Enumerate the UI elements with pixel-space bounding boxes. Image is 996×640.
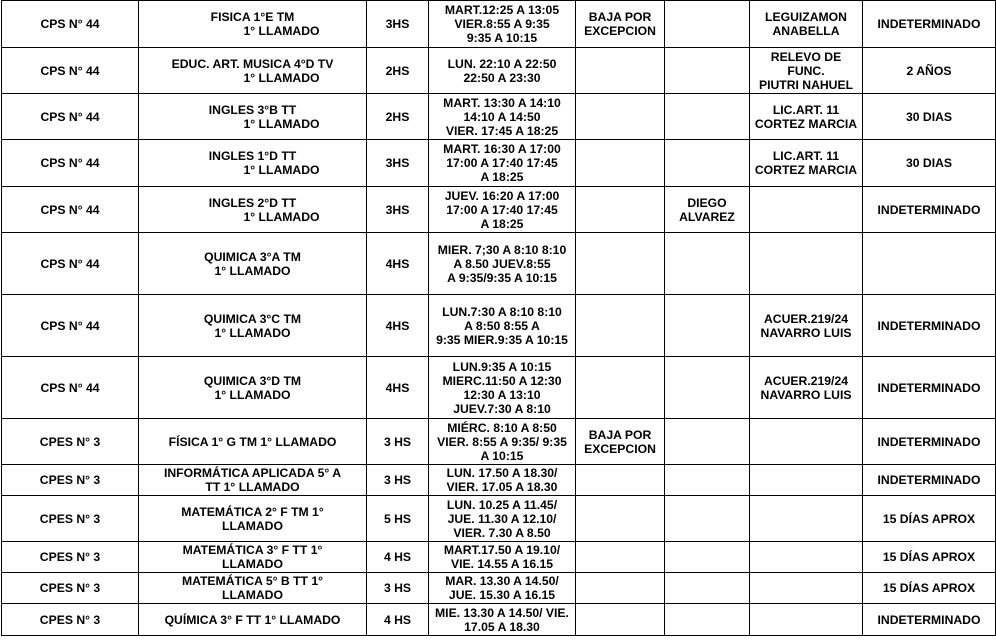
hours-cell: 3 HS [367, 419, 429, 465]
substitute-cell-line: DIEGO [687, 195, 727, 210]
hours-cell: 5 HS [367, 496, 429, 542]
reason-cell-line: EXCEPCION [584, 441, 656, 456]
subject-cell-line: LLAMADO [222, 588, 283, 602]
duration-cell: INDETERMINADO [863, 357, 996, 419]
subject-cell-line: 1° LLAMADO [214, 325, 291, 340]
reason-cell-line: EXCEPCION [584, 24, 656, 38]
school-cell: CPES N° 3 [2, 419, 139, 465]
schedule-cell-line: MART.12:25 A 13:05 [444, 3, 560, 17]
table-row [2, 48, 996, 94]
substitute-cell-line: ALVAREZ [679, 209, 735, 224]
school-cell: CPS N° 44 [2, 187, 139, 233]
duration-cell: 2 AÑOS [863, 48, 996, 94]
reason-cell [576, 419, 665, 465]
schedule-cell-line: 22:50 A 23:30 [463, 70, 541, 85]
subject-cell [139, 573, 367, 604]
schedule-cell [429, 48, 576, 94]
substitute-cell [665, 48, 750, 94]
substitute-cell [665, 542, 750, 573]
holder-cell-line: RELEVO DE [770, 49, 842, 64]
schedule-cell [429, 233, 576, 295]
vacancies-table [1, 0, 996, 636]
hours-cell: 2HS [367, 94, 429, 140]
schedule-cell [429, 94, 576, 140]
reason-cell [576, 542, 665, 573]
reason-cell [576, 496, 665, 542]
subject-cell [139, 48, 367, 94]
table-row [2, 295, 996, 357]
duration-cell: INDETERMINADO [863, 187, 996, 233]
subject-cell-line: INGLES 2°D TT [208, 195, 297, 210]
subject-cell-line: 1° LLAMADO [243, 209, 320, 224]
subject-cell-line: QUIMICA 3°C TM [203, 311, 302, 326]
reason-cell [576, 295, 665, 357]
subject-cell-line: 1° LLAMADO [243, 70, 320, 85]
subject-cell-line: FÍSICA 1° G TM 1° LLAMADO [168, 434, 337, 449]
schedule-cell-line: VIER.8:55 A 9:35 [454, 17, 550, 31]
table-row [2, 573, 996, 604]
holder-cell [750, 542, 863, 573]
holder-cell-line: CORTEZ MARCIA [754, 163, 858, 177]
hours-cell: 4HS [367, 357, 429, 419]
school-cell: CPES N° 3 [2, 542, 139, 573]
subject-cell [139, 94, 367, 140]
school-cell: CPS N° 44 [2, 140, 139, 187]
holder-cell [750, 48, 863, 94]
schedule-cell-line: MAR. 13.30 A 14.50/ [445, 574, 559, 588]
hours-cell: 3 HS [367, 573, 429, 604]
schedule-cell [429, 419, 576, 465]
subject-cell-line: 1° LLAMADO [243, 116, 320, 131]
reason-cell-line: BAJA POR [588, 427, 652, 442]
schedule-cell-line: JUE. 15.30 A 16.15 [448, 588, 556, 602]
subject-cell [139, 233, 367, 295]
schedule-cell-line: MART.17.50 A 19.10/ [443, 543, 561, 557]
substitute-cell [665, 419, 750, 465]
schedule-cell-line: A 10:15 [480, 448, 524, 463]
school-cell: CPS N° 44 [2, 295, 139, 357]
subject-cell-line: QUIMICA 3°D TM [203, 373, 302, 388]
schedule-cell-line: A 18:25 [480, 216, 524, 231]
school-cell: CPS N° 44 [2, 94, 139, 140]
schedule-cell-line: VIER. 17.05 A 18.30 [446, 480, 558, 494]
schedule-cell [429, 465, 576, 496]
holder-cell [750, 496, 863, 542]
reason-cell [576, 465, 665, 496]
schedule-cell-line: A 8:50 8:55 A [464, 318, 540, 333]
subject-cell-line: QUIMICA 3°A TM [204, 249, 301, 264]
schedule-cell-line: JUE. 11.30 A 12.10/ [447, 511, 557, 526]
table-row [2, 187, 996, 233]
holder-cell-line: LIC.ART. 11 [772, 149, 840, 163]
schedule-cell-line: LUN.9:35 A 10:15 [452, 359, 552, 374]
school-cell: CPES N° 3 [2, 604, 139, 636]
reason-cell [576, 357, 665, 419]
hours-cell: 2HS [367, 48, 429, 94]
holder-cell [750, 419, 863, 465]
school-cell: CPES N° 3 [2, 573, 139, 604]
subject-cell-line: MATEMÁTICA 5° B TT 1° [181, 574, 324, 588]
table-row [2, 357, 996, 419]
subject-cell [139, 542, 367, 573]
duration-cell: 30 DIAS [863, 140, 996, 187]
table-row [2, 604, 996, 636]
subject-cell-line: QUÍMICA 3° F TT 1° LLAMADO [164, 612, 341, 627]
schedule-cell-line: 9:35 MIER.9:35 A 10:15 [436, 332, 568, 347]
holder-cell [750, 573, 863, 604]
schedule-cell-line: 9:35 A 10:15 [466, 31, 538, 45]
subject-cell [139, 357, 367, 419]
schedule-cell-line: LUN. 22:10 A 22:50 [447, 56, 557, 71]
schedule-cell-line: A 9:35/9:35 A 10:15 [447, 270, 557, 285]
schedule-cell-line: 17.05 A 18.30 [464, 619, 540, 634]
reason-cell [576, 573, 665, 604]
schedule-cell-line: MIE. 13.30 A 14.50/ VIE. [435, 605, 569, 620]
subject-cell [139, 187, 367, 233]
reason-cell [576, 1, 665, 48]
schedule-cell [429, 496, 576, 542]
school-cell: CPS N° 44 [2, 1, 139, 48]
substitute-cell [665, 357, 750, 419]
subject-cell [139, 1, 367, 48]
schedule-cell-line: MART. 13:30 A 14:10 [443, 95, 561, 110]
reason-cell [576, 94, 665, 140]
holder-cell [750, 94, 863, 140]
reason-cell [576, 187, 665, 233]
substitute-cell [665, 1, 750, 48]
schedule-cell [429, 295, 576, 357]
table-row [2, 233, 996, 295]
schedule-cell-line: VIER. 17:45 A 18:25 [445, 123, 559, 138]
duration-cell: 30 DIAS [863, 94, 996, 140]
reason-cell [576, 233, 665, 295]
subject-cell-line: INGLES 1°D TT [208, 149, 297, 163]
schedule-cell-line: MIÉRC. 8:10 A 8:50 [447, 420, 557, 435]
substitute-cell [665, 465, 750, 496]
table-row [2, 542, 996, 573]
reason-cell [576, 48, 665, 94]
subject-cell-line: TT 1° LLAMADO [205, 480, 300, 494]
schedule-cell [429, 604, 576, 636]
schedule-cell-line: MIERC.11:50 A 12:30 [442, 373, 562, 388]
substitute-cell [665, 496, 750, 542]
holder-cell-line: FUNC. [787, 63, 825, 78]
duration-cell: INDETERMINADO [863, 419, 996, 465]
subject-cell-line: 1° LLAMADO [214, 387, 291, 402]
hours-cell: 4HS [367, 295, 429, 357]
subject-cell [139, 419, 367, 465]
holder-cell-line: ACUER.219/24 [764, 311, 848, 326]
substitute-cell [665, 295, 750, 357]
table-row [2, 465, 996, 496]
reason-cell [576, 140, 665, 187]
holder-cell-line: PIUTRI NAHUEL [758, 77, 854, 92]
subject-cell-line: 1° LLAMADO [214, 263, 291, 278]
holder-cell-line: ANABELLA [772, 24, 840, 38]
holder-cell-line: NAVARRO LUIS [760, 325, 852, 340]
subject-cell [139, 295, 367, 357]
subject-cell-line: MATEMÁTICA 2° F TM 1° [181, 504, 324, 519]
holder-cell [750, 295, 863, 357]
subject-cell-line: INGLES 3°B TT [208, 102, 297, 117]
schedule-cell [429, 357, 576, 419]
duration-cell: 15 DÍAS APROX [863, 573, 996, 604]
school-cell: CPES N° 3 [2, 465, 139, 496]
schedule-cell-line: VIER. 7.30 A 8.50 [453, 525, 551, 540]
substitute-cell [665, 187, 750, 233]
subject-cell [139, 604, 367, 636]
schedule-cell-line: 12:30 A 13:10 [463, 387, 541, 402]
schedule-cell-line: MART. 16:30 A 17:00 [443, 142, 561, 156]
subject-cell-line: MATEMÁTICA 3° F TT 1° [182, 543, 323, 557]
duration-cell: INDETERMINADO [863, 295, 996, 357]
substitute-cell [665, 604, 750, 636]
schedule-cell-line: 17:00 A 17:40 17:45 [446, 156, 558, 170]
duration-cell: INDETERMINADO [863, 604, 996, 636]
holder-cell-line: LEGUIZAMON [765, 10, 847, 24]
reason-cell [576, 604, 665, 636]
holder-cell [750, 187, 863, 233]
holder-cell [750, 233, 863, 295]
schedule-cell [429, 1, 576, 48]
duration-cell: 15 DÍAS APROX [863, 542, 996, 573]
holder-cell-line: LIC.ART. 11 [772, 102, 840, 117]
duration-cell: INDETERMINADO [863, 465, 996, 496]
holder-cell [750, 357, 863, 419]
schedule-cell [429, 187, 576, 233]
holder-cell [750, 1, 863, 48]
reason-cell-line: BAJA POR [588, 10, 652, 24]
hours-cell: 3HS [367, 1, 429, 48]
duration-cell: INDETERMINADO [863, 1, 996, 48]
substitute-cell [665, 233, 750, 295]
substitute-cell [665, 140, 750, 187]
hours-cell: 3HS [367, 187, 429, 233]
schedule-cell-line: LUN.7:30 A 8:10 8:10 [442, 304, 562, 319]
hours-cell: 4 HS [367, 604, 429, 636]
table-body [2, 1, 996, 636]
school-cell: CPES N° 3 [2, 496, 139, 542]
holder-cell-line: NAVARRO LUIS [760, 387, 852, 402]
hours-cell: 3 HS [367, 465, 429, 496]
table-row [2, 94, 996, 140]
substitute-cell [665, 94, 750, 140]
subject-cell-line: LLAMADO [222, 557, 283, 571]
schedule-cell-line: A 18:25 [480, 170, 524, 184]
subject-cell-line: INFORMÁTICA APLICADA 5° A [163, 466, 342, 480]
table-row [2, 1, 996, 48]
duration-cell [863, 233, 996, 295]
subject-cell [139, 496, 367, 542]
subject-cell-line: 1° LLAMADO [243, 163, 320, 177]
school-cell: CPS N° 44 [2, 48, 139, 94]
schedule-cell-line: VIE. 14.55 A 16.15 [450, 557, 554, 571]
holder-cell-line: CORTEZ MARCIA [754, 116, 858, 131]
schedule-cell-line: JUEV.7:30 A 8:10 [453, 401, 551, 416]
table-row [2, 419, 996, 465]
holder-cell [750, 140, 863, 187]
subject-cell-line: 1° LLAMADO [243, 24, 320, 38]
subject-cell-line: FISICA 1°E TM [210, 10, 295, 24]
substitute-cell [665, 573, 750, 604]
subject-cell-line: LLAMADO [222, 518, 283, 533]
schedule-cell [429, 542, 576, 573]
subject-cell [139, 465, 367, 496]
schedule-cell-line: A 8.50 JUEV.8:55 [453, 256, 551, 271]
subject-cell-line: EDUC. ART. MUSICA 4°D TV [171, 56, 334, 71]
schedule-cell-line: LUN. 17.50 A 18.30/ [446, 466, 558, 480]
school-cell: CPS N° 44 [2, 357, 139, 419]
schedule-cell [429, 140, 576, 187]
schedule-cell [429, 573, 576, 604]
schedule-cell-line: MIER. 7;30 A 8:10 8:10 [437, 242, 567, 257]
holder-cell [750, 604, 863, 636]
schedule-cell-line: 14:10 A 14:50 [463, 109, 541, 124]
schedule-cell-line: LUN. 10.25 A 11.45/ [446, 497, 558, 512]
schedule-cell-line: 17:00 A 17:40 17:45 [446, 202, 558, 217]
holder-cell [750, 465, 863, 496]
schedule-cell-line: VIER. 8:55 A 9:35/ 9:35 [437, 434, 567, 449]
hours-cell: 4HS [367, 233, 429, 295]
schedule-cell-line: JUEV. 16:20 A 17:00 [444, 188, 560, 203]
duration-cell: 15 DÍAS APROX [863, 496, 996, 542]
subject-cell [139, 140, 367, 187]
school-cell: CPS N° 44 [2, 233, 139, 295]
hours-cell: 3HS [367, 140, 429, 187]
table-row [2, 140, 996, 187]
holder-cell-line: ACUER.219/24 [764, 373, 848, 388]
table-row [2, 496, 996, 542]
hours-cell: 4 HS [367, 542, 429, 573]
